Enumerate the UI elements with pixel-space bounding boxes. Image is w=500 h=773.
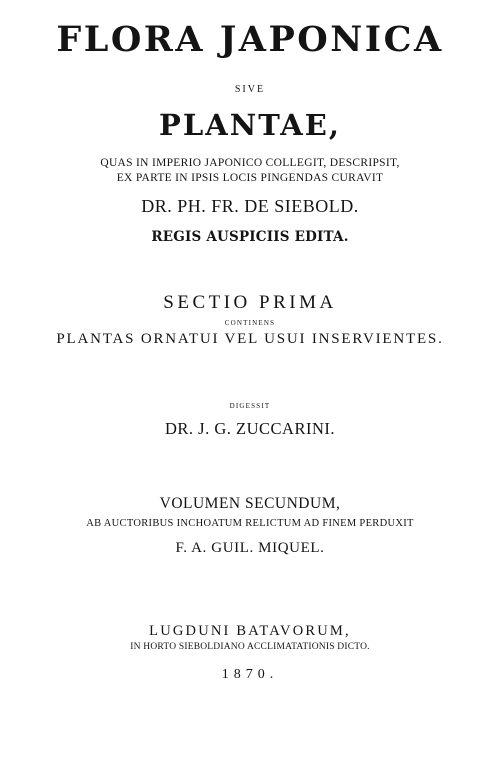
continens-line: CONTINENS <box>224 319 276 327</box>
author-zuccarini: DR. J. G. ZUCCARINI. <box>165 419 335 438</box>
digessit-line: DIGESSIT <box>229 402 271 410</box>
royal-auspices-line: REGIS AUSPICIIS EDITA. <box>151 229 349 245</box>
collection-description-line-1: QUAS IN IMPERIO JAPONICO COLLEGIT, DESCRIPSIT, <box>100 157 400 169</box>
publication-year: 1870. <box>221 667 279 682</box>
author-siebold: DR. PH. FR. DE SIEBOLD. <box>141 196 359 216</box>
section-subtitle: PLANTAS ORNATUI VEL USUI INSERVIENTES. <box>56 331 444 347</box>
publication-place: LUGDUNI BATAVORUM, <box>149 623 351 639</box>
collection-description-line-2: EX PARTE IN IPSIS LOCIS PINGENDAS CURAVIT <box>116 172 384 184</box>
author-miquel: F. A. GUIL. MIQUEL. <box>175 540 325 556</box>
completion-note: AB AUCTORIBUS INCHOATUM RELICTUM AD FINEM PERDUXIT <box>86 518 414 529</box>
volume-heading: VOLUMEN SECUNDUM, <box>159 495 341 512</box>
section-heading: SECTIO PRIMA <box>163 292 337 313</box>
book-title: FLORA JAPONICA <box>56 19 444 60</box>
plantae-heading: PLANTAE, <box>159 108 341 142</box>
sive-line: SIVE <box>234 84 266 95</box>
publisher-line: IN HORTO SIEBOLDIANO ACCLIMATATIONIS DICTO. <box>130 642 370 652</box>
